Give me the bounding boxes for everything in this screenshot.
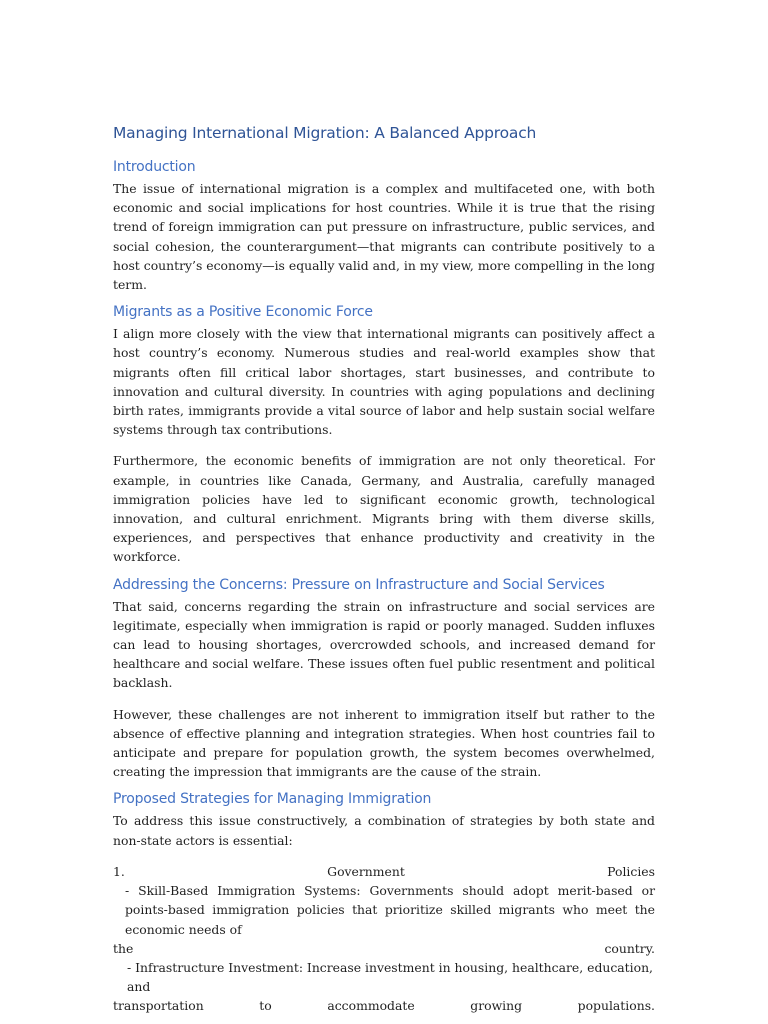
paragraph: Furthermore, the economic benefits of immigration are not only theoretical. For example, in countries like Canada, Germany, and Australia, carefully managed immigration policies have led to significant economic growth, technological innovation, and cultural enrichment. Migrants bring with them diverse skills, experiences, and perspectives that enhance productivity and creativity in the workforce.: [113, 453, 655, 565]
list-title-word: Government: [327, 863, 405, 879]
section-addressing-concerns: [113, 577, 655, 782]
section-heading: Introduction: [113, 159, 196, 175]
paragraph: That said, concerns regarding the strain on infrastructure and social services are legitimate, especially when immigration is rapid or poorly managed. Sudden influxes can lead to housing shortages, overcrowded schools, and increased demand for healthcare and social welfare. These issues often fuel public resentment and political backlash.: [113, 598, 655, 691]
list-subitem: - Infrastructure Investment: Increase investment in housing, healthcare, education, and: [127, 959, 653, 995]
section-heading: Addressing the Concerns: Pressure on Infrastructure and Social Services: [113, 576, 605, 593]
document-title: Managing International Migration: A Balanced Approach: [113, 124, 537, 142]
list-item-heading: [113, 862, 655, 881]
list-title-word: Policies: [607, 863, 655, 879]
list-word: growing: [470, 998, 523, 1014]
list-word: transportation: [113, 998, 204, 1014]
paragraph: However, these challenges are not inherent to immigration itself but rather to the absence of effective planning and integration strategies. When host countries fail to anticipate and prepare for population growth, the system becomes overwhelmed, creating the impression that immigrants are the cause of the strain.: [113, 706, 655, 780]
section-heading: Proposed Strategies for Managing Immigration: [113, 791, 432, 808]
paragraph: I align more closely with the view that international migrants can positively affect a host country’s economy. Numerous studies and real-world examples show that migrants often fill critical labor shortages, start businesses, and contribute to innovation and cultural diversity. In countries with aging populations and declining birth rates, immigrants provide a vital source of labor and help sustain social welfare systems through tax contributions.: [113, 326, 655, 438]
section-positive-economic-force: [113, 304, 655, 566]
section-heading: Migrants as a Positive Economic Force: [113, 304, 373, 321]
list-number: 1.: [113, 863, 125, 879]
list-subitem-tail: [113, 939, 655, 958]
list-word: country.: [604, 940, 655, 956]
list-subitem-tail: [113, 996, 655, 1015]
list-word: populations.: [577, 998, 655, 1014]
paragraph: The issue of international migration is a complex and multifaceted one, with both economic and social implications for host countries. While it is true that the rising trend of foreign immigration can put pressure on infrastructure, public services, and social cohesion, the counterargument—that migrants can contribute positively to a host country’s economy—is equally valid and, in my view, more compelling in the long term.: [113, 181, 655, 293]
section-proposed-strategies: [113, 791, 655, 849]
list-subitem: - Skill-Based Immigration Systems: Governments should adopt merit-based or points-based immigration policies that prioritize skilled migrants who meet the economic needs of: [125, 883, 655, 937]
paragraph: To address this issue constructively, a combination of strategies by both state and non-state actors is essential:: [113, 813, 655, 848]
strategy-list: [113, 862, 655, 1016]
list-word: to: [259, 998, 272, 1014]
list-word: accommodate: [327, 998, 415, 1014]
list-word: the: [113, 940, 134, 956]
section-introduction: [113, 159, 655, 294]
document-page: [113, 124, 655, 1016]
